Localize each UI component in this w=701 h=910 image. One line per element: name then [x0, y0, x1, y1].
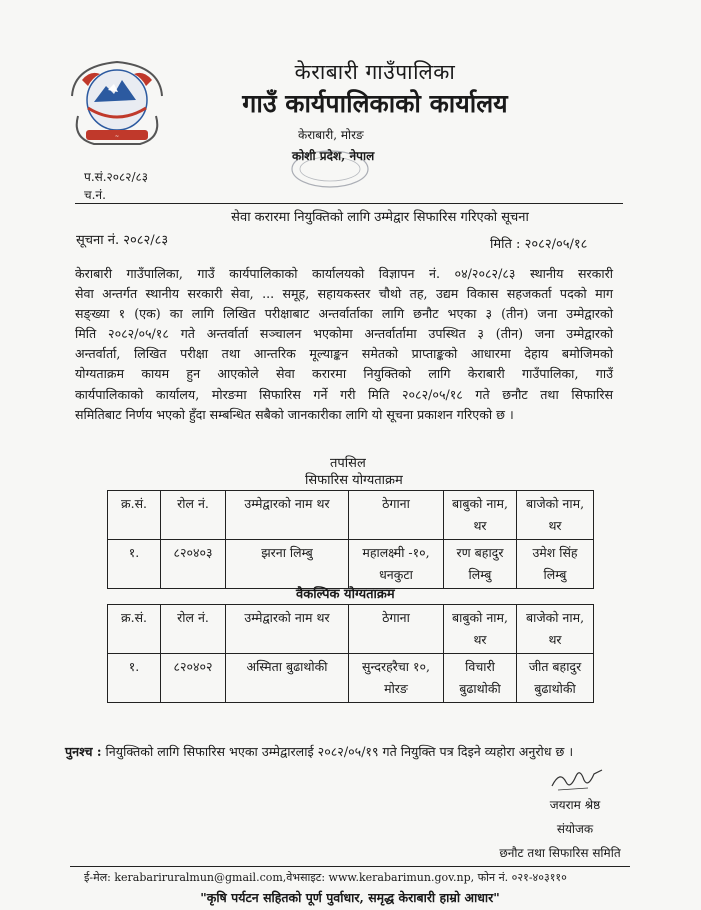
notice-title: सेवा करारमा नियुक्तिको लागि उम्मेद्वार सिफारिस गरिएको सूचना [231, 210, 529, 225]
schedule-heading: तपसिल [330, 456, 366, 471]
contact-line: ई-मेल: kerabariruralmun@gmail.com,वेभसाइट: www.kerabarimun.gov.np, फोन नं. ०२१-४०३११० [84, 871, 567, 884]
cell-address: महालक्ष्मी -१०, धनकुटा [349, 540, 444, 589]
office-name: केराबारी गाउँपालिका [294, 60, 456, 84]
nepal-emblem-icon [64, 56, 170, 152]
body-line: सेवा अन्तर्गत स्थानीय सरकारी सेवा, ... समूह, सहायकस्तर चौथो तह, उद्यम विकास सहजकर्ता पदको माग [75, 286, 613, 302]
table-row [108, 540, 594, 589]
body-line: मिति २०८२/०५/१८ गते अन्तर्वार्ता सञ्चालन भएकोमा अन्तर्वार्तामा उपस्थित ३ (तीन) जना उम्मेद्वारको [75, 326, 613, 342]
header-address: ठेगाना [349, 605, 444, 654]
signer-role: संयोजक [556, 822, 594, 836]
body-line: कार्यपालिकाको कार्यालय, मोरङमा सिफारिस गर्ने गरी मिति २०८२/०५/१८ गते छनौट तथा सिफारिस [75, 386, 613, 402]
postscript-text: नियुक्तिको लागि सिफारिस भएका उम्मेद्वारलाई २०८२/०५/१९ गते नियुक्ति पत्र दिइने व्यहोरा अनुरोध छ । [105, 744, 574, 759]
reference-number: प.सं.२०८२/८३ [84, 170, 149, 184]
cell-roll: ८२०४०३ [161, 540, 226, 589]
dispatch-number: च.नं. [84, 188, 106, 202]
recommended-heading: सिफारिस योग्यताक्रम [305, 473, 403, 488]
cell-roll: ८२०४०२ [161, 654, 226, 703]
cell-name: अस्मिता बुढाथोकी [226, 654, 349, 703]
slogan: "कृषि पर्यटन सहितको पूर्ण पुर्वाधार, समृद्ध केराबारी हाम्रो आधार" [200, 890, 500, 905]
header-roll: रोल नं. [161, 491, 226, 540]
cell-address: सुन्दरहरैचा १०, मोरङ [349, 654, 444, 703]
table-header-row [108, 605, 594, 654]
office-subtitle: गाउँ कार्यपालिकाको कार्यालय [242, 89, 508, 118]
address-district: केराबारी, मोरङ [298, 128, 364, 142]
alternate-heading: वैकल्पिक योग्यताक्रम [296, 587, 395, 602]
cell-grandfather: उमेश सिंह लिम्बु [517, 540, 594, 589]
alternate-table [107, 604, 594, 703]
svg-text:~: ~ [114, 134, 120, 140]
address-province: कोशी प्रदेश, नेपाल [292, 149, 375, 163]
header-father: बाबुको नाम, थर [444, 491, 517, 540]
notice-date: मिति : २०८२/०५/१८ [490, 237, 588, 252]
notice-number: सूचना नं. २०८२/८३ [76, 233, 169, 248]
cell-serial: १. [108, 654, 161, 703]
committee-name: छनौट तथा सिफारिस समिति [499, 846, 621, 860]
body-line: केराबारी गाउँपालिका, गाउँ कार्यपालिकाको कार्यालयको विज्ञापन नं. ०४/२०८२/८३ स्थानीय सरकारी [75, 266, 613, 281]
body-line: समितिबाट निर्णय भएको हुँदा सम्बन्धित सबैको जानकारीका लागि यो सूचना प्रकाशन गरिएको छ । [75, 406, 514, 422]
cell-father: रण बहादुर लिम्बु [444, 540, 517, 589]
header-name: उम्मेद्वारको नाम थर [226, 605, 349, 654]
body-line: अन्तर्वार्ता, लिखित परीक्षा तथा आन्तरिक मूल्याङ्कन समेतको प्राप्ताङ्कको आधारमा देहाय बमोजिमको [75, 346, 613, 362]
header-grandfather: बाजेको नाम, थर [517, 605, 594, 654]
signature-icon [548, 764, 608, 794]
cell-father: विचारी बुढाथोकी [444, 654, 517, 703]
header-serial: क्र.सं. [108, 605, 161, 654]
header-grandfather: बाजेको नाम, थर [517, 491, 594, 540]
header-address: ठेगाना [349, 491, 444, 540]
notice-body [75, 264, 613, 425]
body-line: योग्यताक्रम कायम हुन आएकोले सेवा करारमा नियुक्तिको लागि केराबारी गाउँपालिका, गाउँ [75, 366, 613, 382]
recommended-table [107, 490, 594, 589]
table-row [108, 654, 594, 703]
footer-divider [70, 866, 630, 867]
postscript-label: पुनश्च : [65, 744, 102, 759]
cell-name: झरना लिम्बु [226, 540, 349, 589]
header-father: बाबुको नाम, थर [444, 605, 517, 654]
header-serial: क्र.सं. [108, 491, 161, 540]
body-line: सङ्ख्या १ (एक) का लागि लिखित परीक्षाबाट अन्तर्वार्ताका लागि छनौट भएका ३ (तीन) जना उम्मेद्वारको [75, 306, 613, 322]
cell-grandfather: जीत बहादुर बुढाथोकी [517, 654, 594, 703]
table-header-row [108, 491, 594, 540]
signer-name: जयराम श्रेष्ठ [549, 798, 601, 812]
cell-serial: १. [108, 540, 161, 589]
header-roll: रोल नं. [161, 605, 226, 654]
postscript [65, 741, 625, 763]
header-divider [75, 203, 623, 204]
header-name: उम्मेद्वारको नाम थर [226, 491, 349, 540]
